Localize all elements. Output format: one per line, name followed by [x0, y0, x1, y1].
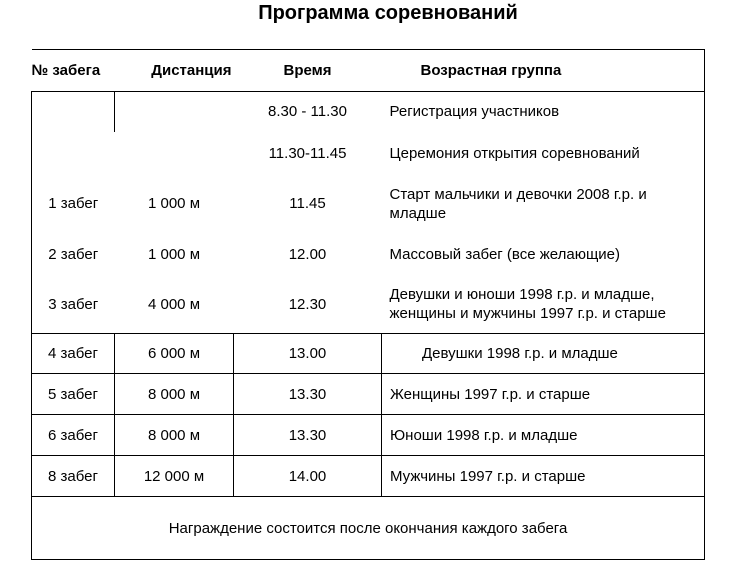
competition-schedule-table [31, 49, 705, 560]
time-cell: 13.30 [234, 415, 382, 456]
time-cell: 14.00 [234, 456, 382, 497]
distance-cell [115, 92, 234, 132]
distance-cell: 8 000 м [115, 415, 234, 456]
distance-cell: 8 000 м [115, 374, 234, 415]
page-title: Программа соревнований [258, 2, 518, 24]
race-number-cell: 5 забег [32, 374, 115, 415]
distance-cell: 1 000 м [147, 195, 201, 212]
distance-cell: 12 000 м [115, 456, 234, 497]
race-number-cell: 6 забег [32, 415, 115, 456]
age-group-cell: Девушки и юноши 1998 г.р. и младше, женщины и мужчины 1997 г.р. и старше [382, 276, 705, 334]
race-number-cell: 1 забег [32, 175, 115, 233]
age-group-cell: Старт мальчики и девочки 2008 г.р. и младше [382, 175, 705, 233]
table-row [32, 132, 705, 175]
age-group-cell: Женщины 1997 г.р. и старше [382, 374, 705, 415]
table-row [32, 334, 705, 374]
table-row [32, 233, 705, 276]
time-cell: 11.30-11.45 [268, 144, 347, 162]
award-note-row [32, 497, 705, 560]
table-row [32, 374, 705, 415]
time-cell: 12.30 [234, 276, 382, 334]
time-cell: 11.45 [289, 195, 326, 212]
header-row [32, 50, 705, 92]
age-group-cell: Мужчины 1997 г.р. и старше [382, 456, 705, 497]
age-group-cell: Юноши 1998 г.р. и младше [382, 415, 705, 456]
table-row [32, 415, 705, 456]
award-note: Награждение состоится после окончания каждого забега [32, 497, 705, 560]
header-time: Время [234, 50, 382, 92]
table-row [32, 92, 705, 132]
distance-cell: 1 000 м [147, 245, 201, 263]
header-age-group: Возрастная группа [382, 50, 705, 92]
age-group-cell: Массовый забег (все желающие) [382, 233, 705, 276]
header-race-number: № забега [32, 50, 115, 92]
race-number-cell: 3 забег [32, 276, 115, 334]
race-number-cell: 2 забег [32, 233, 115, 276]
race-number-cell: 4 забег [32, 334, 115, 374]
time-cell: 13.30 [234, 374, 382, 415]
distance-cell [115, 132, 234, 175]
race-number-cell: 8 забег [32, 456, 115, 497]
time-cell: 12.00 [288, 245, 327, 263]
time-cell: 13.00 [234, 334, 382, 374]
race-number-cell [32, 92, 115, 132]
age-group-cell: Церемония открытия соревнований [382, 132, 705, 175]
distance-cell: 4 000 м [115, 276, 234, 334]
table-row [32, 456, 705, 497]
age-group-cell: Регистрация участников [382, 92, 705, 132]
time-cell: 8.30 - 11.30 [268, 103, 347, 121]
table-row [32, 276, 705, 334]
age-group-cell: Девушки 1998 г.р. и младше [382, 334, 705, 374]
distance-cell: 6 000 м [115, 334, 234, 374]
header-distance: Дистанция [115, 50, 234, 92]
table-row [32, 175, 705, 233]
race-number-cell [32, 132, 115, 175]
